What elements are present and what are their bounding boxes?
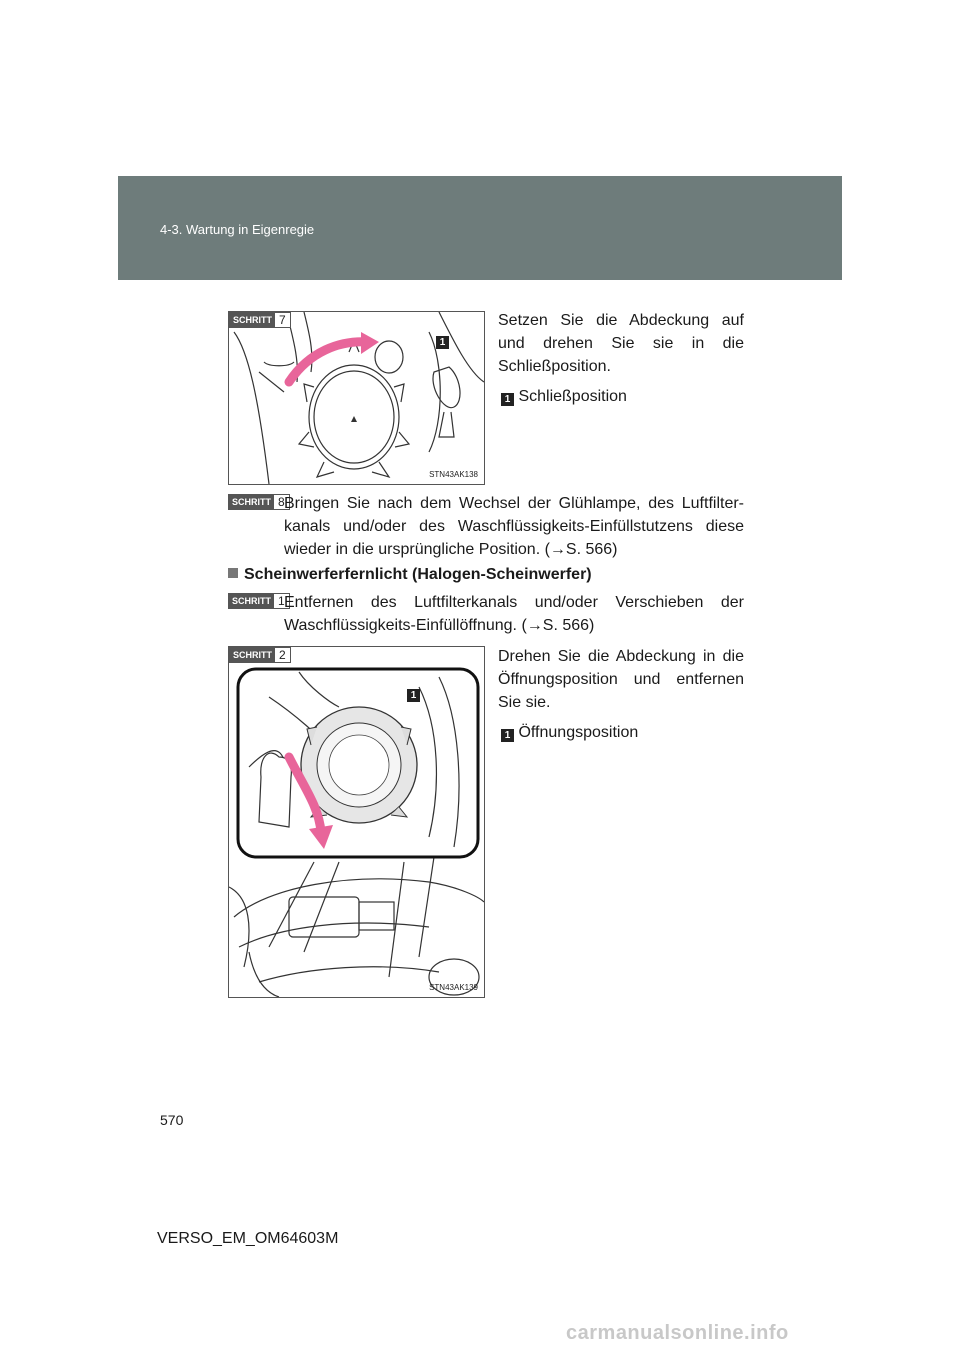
step-word: SCHRITT xyxy=(229,495,274,509)
step-2-callout-legend xyxy=(501,721,741,744)
step-7-callout-legend xyxy=(501,385,741,408)
page-number: 570 xyxy=(160,1112,184,1128)
section-title-breadcrumb: 4-3. Wartung in Eigenregie xyxy=(160,222,315,237)
step-2-line-3: Sie sie. xyxy=(498,694,551,711)
step-1-badge xyxy=(228,593,290,609)
step-word: SCHRITT xyxy=(229,594,274,608)
section-bullet-square xyxy=(228,568,238,578)
step-number: 7 xyxy=(275,313,290,327)
step-7-line-2: und drehen Sie sie in die xyxy=(498,335,744,352)
headlight-cover-opening-illustration xyxy=(229,647,484,997)
step-2-line-2: Öffnungsposition und entfernen xyxy=(498,671,744,688)
legend-label-closing-position: Schließposition xyxy=(518,388,627,405)
step-number: 8 xyxy=(274,495,289,509)
figure-callout-1: 1 xyxy=(407,689,420,702)
step-number: 1 xyxy=(274,594,289,608)
watermark-url: carmanualsonline.info xyxy=(566,1322,789,1344)
figure-callout-1: 1 xyxy=(436,336,449,349)
section-heading-text: Scheinwerferfernlicht (Halogen-Scheinwerfer) xyxy=(244,566,592,583)
step-number: 2 xyxy=(275,648,290,662)
step-7-line-3: Schließposition. xyxy=(498,358,611,375)
section-header-band xyxy=(118,176,842,280)
step-8 xyxy=(228,492,744,564)
step-2-line-1: Drehen Sie die Abdeckung in die xyxy=(498,648,744,665)
step-word: SCHRITT xyxy=(230,648,275,662)
figure-step-7 xyxy=(228,311,485,485)
step-word: SCHRITT xyxy=(230,313,275,327)
step-8-badge xyxy=(228,494,290,510)
step-1-instruction: Entfernen des Luftfilterkanals und/oder Verschieben der Waschflüssigkeits-Einfüllöffnung. (→S. 566) xyxy=(284,594,744,634)
step-2-badge xyxy=(229,647,291,663)
step-1 xyxy=(228,591,744,639)
legend-label-opening-position: Öffnungsposition xyxy=(518,724,639,741)
step-8-instruction: Bringen Sie nach dem Wechsel der Glühlampe, des Luftfilter-kanals und/oder des Waschflüssigkeits-Einfüllstutzens diese wieder in die ursprüngliche Position. (→S. 566) xyxy=(284,495,744,558)
document-code: VERSO_EM_OM64603M xyxy=(157,1230,339,1247)
step-2-instruction xyxy=(498,645,744,714)
legend-callout-1: 1 xyxy=(501,729,514,742)
figure-code: STN43AK138 xyxy=(429,470,478,479)
step-7-badge xyxy=(229,312,291,328)
step-7-instruction xyxy=(498,309,744,378)
legend-callout-1: 1 xyxy=(501,393,514,406)
figure-code: STN43AK139 xyxy=(429,983,478,992)
section-heading xyxy=(228,566,592,584)
figure-step-2 xyxy=(228,646,485,998)
step-7-line-1: Setzen Sie die Abdeckung auf xyxy=(498,312,744,329)
